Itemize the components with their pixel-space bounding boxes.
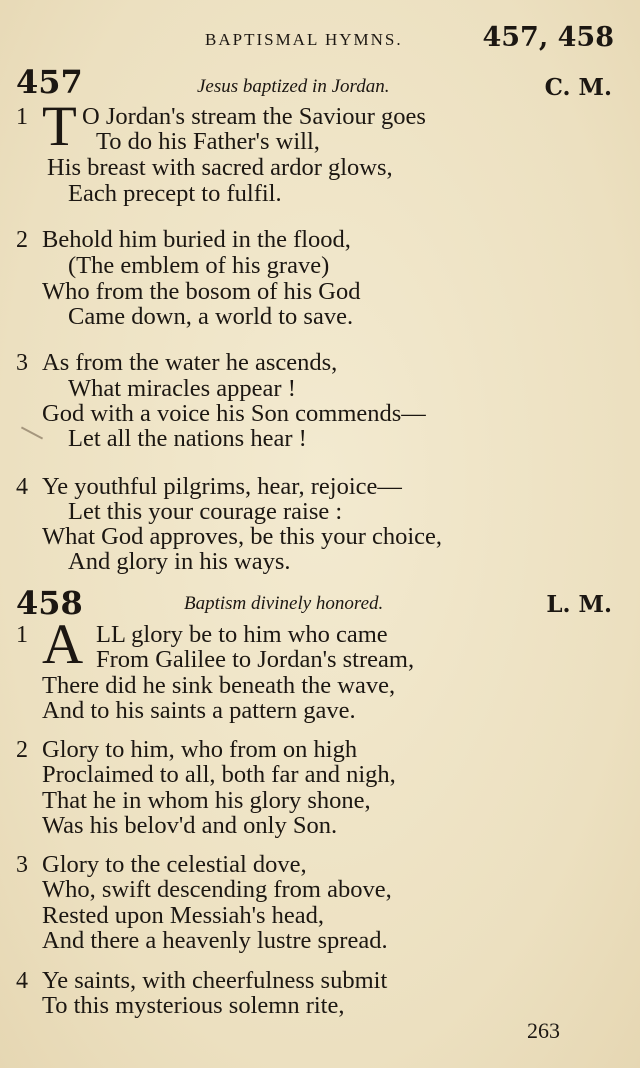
verse-line: Was his belov'd and only Son. bbox=[42, 812, 338, 839]
verse-line: Who, swift descending from above, bbox=[42, 876, 392, 903]
verse-line: God with a voice his Son commends— bbox=[42, 400, 426, 427]
verse-line: Let all the nations hear ! bbox=[68, 425, 307, 452]
verse-line: Each precept to fulfil. bbox=[68, 180, 282, 207]
verse-line: (The emblem of his grave) bbox=[68, 252, 330, 279]
verse-line: Came down, a world to save. bbox=[68, 303, 354, 330]
drop-cap: A bbox=[42, 613, 84, 676]
verse-line: Behold him buried in the flood, bbox=[42, 226, 351, 253]
hymn-number: 457 bbox=[16, 63, 83, 101]
ink-mark bbox=[21, 426, 43, 439]
page-number: 263 bbox=[527, 1018, 560, 1043]
hymn-meter: C. M. bbox=[544, 74, 612, 101]
verse-line: From Galilee to Jordan's stream, bbox=[96, 646, 415, 673]
verse-line: Ye saints, with cheerfulness submit bbox=[42, 967, 388, 994]
verse-line: And there a heavenly lustre spread. bbox=[42, 927, 388, 954]
running-head: BAPTISMAL HYMNS. bbox=[205, 30, 403, 49]
verse-line: To do his Father's will, bbox=[96, 128, 320, 155]
verse-line: Ye youthful pilgrims, hear, rejoice— bbox=[42, 473, 402, 500]
verse-line: There did he sink beneath the wave, bbox=[42, 672, 396, 699]
verse-line: LL glory be to him who came bbox=[96, 621, 388, 648]
verse-line: Glory to the celestial dove, bbox=[42, 851, 307, 878]
verse-line: That he in whom his glory shone, bbox=[42, 787, 371, 814]
verse-number: 3 bbox=[16, 350, 28, 376]
verse-line: And glory in his ways. bbox=[68, 548, 291, 575]
drop-cap: T bbox=[42, 95, 77, 158]
hymn-number: 458 bbox=[16, 584, 83, 622]
verse-line: O Jordan's stream the Saviour goes bbox=[82, 103, 426, 130]
verse-number: 1 bbox=[16, 622, 28, 648]
verse-number: 4 bbox=[16, 968, 28, 994]
verse-number: 1 bbox=[16, 104, 28, 130]
hymn-meter: L. M. bbox=[546, 591, 612, 618]
hymn-title: Baptism divinely honored. bbox=[184, 593, 384, 614]
verse-line: What God approves, be this your choice, bbox=[42, 523, 443, 550]
verse-line: Rested upon Messiah's head, bbox=[42, 902, 325, 929]
verse-number: 2 bbox=[16, 227, 28, 253]
hymn-title: Jesus baptized in Jordan. bbox=[197, 76, 390, 97]
verse-number: 4 bbox=[16, 474, 28, 500]
verse-line: Let this your courage raise : bbox=[68, 498, 343, 525]
verse-number: 2 bbox=[16, 737, 28, 763]
verse-line: To this mysterious solemn rite, bbox=[42, 992, 345, 1019]
verse-line: Proclaimed to all, both far and nigh, bbox=[42, 761, 396, 788]
verse-number: 3 bbox=[16, 852, 28, 878]
verse-line: As from the water he ascends, bbox=[42, 349, 338, 376]
verse-line: His breast with sacred ardor glows, bbox=[47, 154, 393, 181]
verse-line: Who from the bosom of his God bbox=[42, 278, 361, 305]
header-hymn-numbers: 457, 458 bbox=[482, 22, 614, 53]
verse-line: And to his saints a pattern gave. bbox=[42, 697, 356, 724]
verse-line: Glory to him, who from on high bbox=[42, 736, 358, 763]
verse-line: What miracles appear ! bbox=[68, 375, 296, 402]
